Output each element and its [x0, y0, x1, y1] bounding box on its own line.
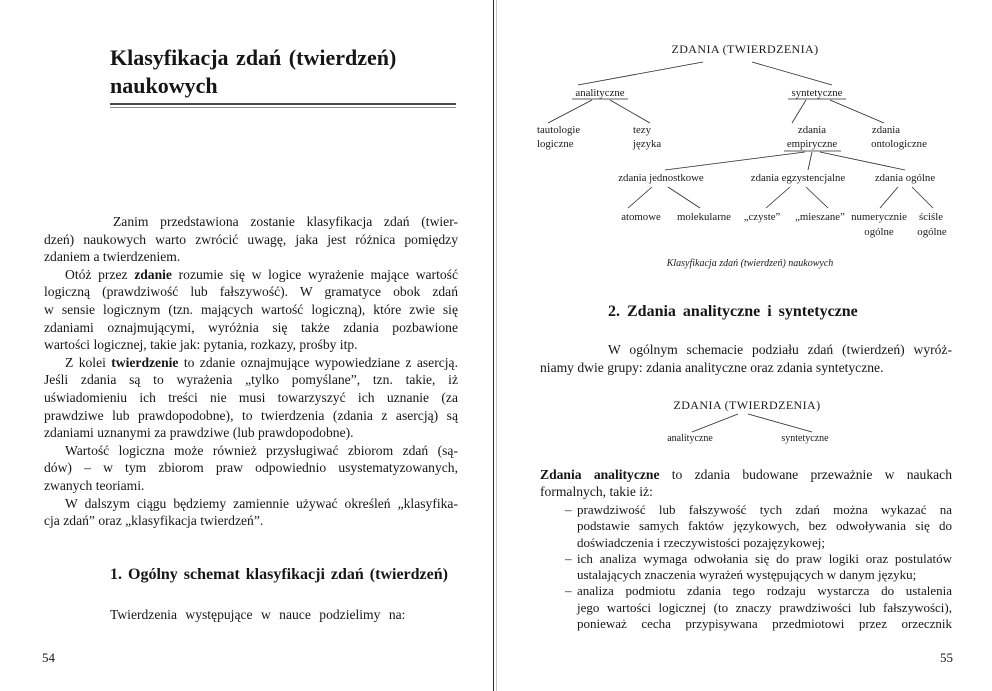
connector-line	[748, 414, 812, 432]
text-line	[565, 583, 952, 599]
list-dash: –	[565, 583, 572, 599]
node-numerically-general: ogólne	[864, 226, 894, 238]
text-segment: analiza podmiotu zdania tego rodzaju wystarcza do ustalenia	[577, 583, 952, 599]
node-molecular: molekularne	[677, 211, 731, 223]
book-fold	[493, 0, 494, 691]
text-line	[44, 266, 458, 284]
node-ontological: ontologiczne	[871, 138, 927, 150]
connector-line	[692, 414, 738, 432]
section-intro	[540, 341, 952, 377]
term-twierdzenie: twierdzenie	[111, 354, 179, 370]
text-segment: to zdanie oznajmujące wypowiedziane z asercją.	[178, 354, 458, 370]
text-line: wartości logicznej, takie jak: pytania, rozkazy, prośby itp.	[44, 337, 358, 353]
text-line: jego wartości logicznej (to znaczy prawdziwości lub fałszywości),	[577, 599, 952, 615]
node-atomic: atomowe	[621, 211, 661, 223]
text-segment: ich analiza wymaga odwołania się do praw logiki oraz postulatów	[577, 550, 952, 566]
connector-line	[628, 187, 652, 208]
text-line: prawdziwe lub prawdopodobne), to twierdzenia (zdania z asercją) są	[44, 407, 458, 423]
text-line: Zanim przedstawiona zostanie klasyfikacja zdań (twier-	[113, 214, 458, 229]
page-number-right: 55	[940, 650, 953, 665]
text-line	[565, 502, 952, 518]
text-line: W ogólnym schemacie podziału zdań (twierdzeń) wyróż-	[608, 342, 952, 357]
section-heading: 1. Ogólny schemat klasyfikacji zdań (twierdzeń)	[110, 566, 448, 583]
intro-text	[44, 213, 458, 530]
node-root: ZDANIA (TWIERDZENIA)	[671, 42, 819, 56]
node-general: zdania ogólne	[874, 172, 936, 184]
chapter-title	[110, 44, 396, 100]
connector-line	[912, 187, 933, 208]
text-line: logiczną (prawdziwość lub fałszywość). W gramatyce obok zdań	[44, 284, 458, 300]
node-language-theses: języka	[633, 138, 662, 150]
connector-line	[830, 100, 884, 123]
text-line: uświadomieniu ich treści nie musi towarzyszyć ich uznanie (za	[44, 389, 458, 405]
node-synthetic: syntetyczne	[781, 433, 829, 444]
node-synthetic: syntetyczne	[791, 87, 843, 99]
list-dash: –	[565, 550, 572, 566]
connector-line	[665, 152, 805, 170]
connector-line	[880, 187, 898, 208]
node-mixed: „mieszane”	[795, 211, 845, 223]
text-line: zdaniami uznanymi za prawdziwe (lub prawdopodobne).	[44, 425, 354, 441]
text-line	[540, 466, 952, 483]
chapter-title-line: naukowych	[110, 73, 218, 98]
definition-text	[540, 466, 952, 500]
connector-line	[766, 187, 790, 208]
node-strictly-general: ogólne	[917, 226, 947, 238]
list-item	[565, 583, 952, 632]
chapter-title-line: Klasyfikacja zdań (twierdzeń)	[110, 45, 397, 70]
connector-line	[792, 100, 806, 123]
node-existential: zdania egzystencjalne	[750, 172, 846, 184]
classification-tree-diagram	[496, 0, 992, 280]
text-line: w sensie logicznym (tzn. mających wartość logiczną), które zwie się	[44, 301, 458, 317]
connector-line	[808, 152, 812, 170]
diagram-caption: Klasyfikacja zdań (twierdzeń) naukowych	[666, 258, 834, 269]
text-line: niamy dwie grupy: zdania analityczne oraz zdania syntetyczne.	[540, 360, 884, 375]
list-dash: –	[565, 502, 572, 517]
text-line: doświadczenia i rzeczywistości pozajęzykowej;	[577, 534, 825, 550]
list-item	[565, 502, 952, 551]
text-segment: Z kolei	[65, 354, 112, 370]
node-analytic: analityczne	[575, 87, 625, 99]
text-line: cja zdań” oraz „klasyfikacja twierdzeń”.	[44, 513, 264, 529]
mini-tree-diagram	[496, 390, 992, 450]
text-line: formalnych, takie iż:	[540, 484, 653, 499]
text-line: podstawie samych faktów językowych, bez odwoływania się do	[577, 518, 952, 534]
node-singular: zdania jednostkowe	[618, 172, 704, 184]
node-empirical: empiryczne	[786, 138, 838, 150]
connector-line	[820, 152, 905, 170]
section-heading: 2. Zdania analityczne i syntetyczne	[608, 303, 858, 320]
term-zdanie: zdanie	[134, 266, 172, 282]
text-line	[565, 551, 952, 567]
node-tautologies: tautologie	[537, 124, 581, 136]
term-zdania-analityczne: Zdania analityczne	[540, 467, 660, 482]
list-item	[565, 551, 952, 584]
title-rule	[110, 103, 456, 108]
text-line: zwanych teoriami.	[44, 477, 145, 493]
section-text: Twierdzenia występujące w nauce podzielimy na:	[110, 607, 406, 622]
node-empirical: zdania	[797, 124, 827, 136]
connector-line	[668, 187, 700, 208]
text-segment: rozumie się w logice wyrażenie mające wartość	[171, 266, 458, 282]
node-analytic: analityczne	[667, 433, 713, 444]
node-root: ZDANIA (TWIERDZENIA)	[673, 398, 821, 412]
text-line: ustalających znaczenia wyrażeń występujących w danym języku;	[577, 567, 917, 583]
properties-list	[565, 502, 952, 632]
text-line: Wartość logiczna może również przysługiwać zbiorom zdań (są-	[65, 442, 458, 458]
connector-line	[578, 62, 703, 85]
text-line: W dalszym ciągu będziemy zamiennie używać określeń „klasyfika-	[65, 495, 458, 511]
text-segment: to zdania budowane przeważnie w naukach	[659, 467, 952, 482]
text-segment: prawdziwość lub fałszywość tych zdań można wykazać na	[577, 502, 952, 517]
connector-line	[752, 62, 832, 85]
text-line: zdaniem a twierdzeniem.	[44, 249, 181, 265]
text-line: Jeśli zdania są to wyrażenia „tylko pomyślane”, tzn. takie, iż	[44, 372, 458, 388]
text-line: dzeń) naukowych warto zwrócić uwagę, jaka jest różnica pomiędzy	[44, 231, 458, 247]
node-language-theses: tezy	[633, 124, 651, 136]
node-ontological: zdania	[871, 124, 901, 136]
node-numerically-general: numerycznie	[851, 211, 907, 223]
page-number-left: 54	[42, 650, 55, 665]
text-segment: Otóż przez	[65, 266, 135, 282]
text-line: dów) – w tym zbiorom praw odpowiednio usystematyzowanych,	[44, 460, 458, 476]
node-strictly-general: ściśle	[919, 211, 943, 223]
node-tautologies: logiczne	[537, 138, 574, 150]
text-line	[44, 354, 458, 372]
connector-line	[548, 100, 592, 123]
text-line: ponieważ cecha przypisywana przedmiotowi przez orzecznik	[577, 616, 952, 632]
connector-line	[806, 187, 828, 208]
text-line: zdaniami oznajmującymi, wyróżnia się także zdania pozbawione	[44, 319, 458, 335]
node-pure: „czyste”	[743, 211, 781, 223]
connector-line	[610, 100, 650, 123]
